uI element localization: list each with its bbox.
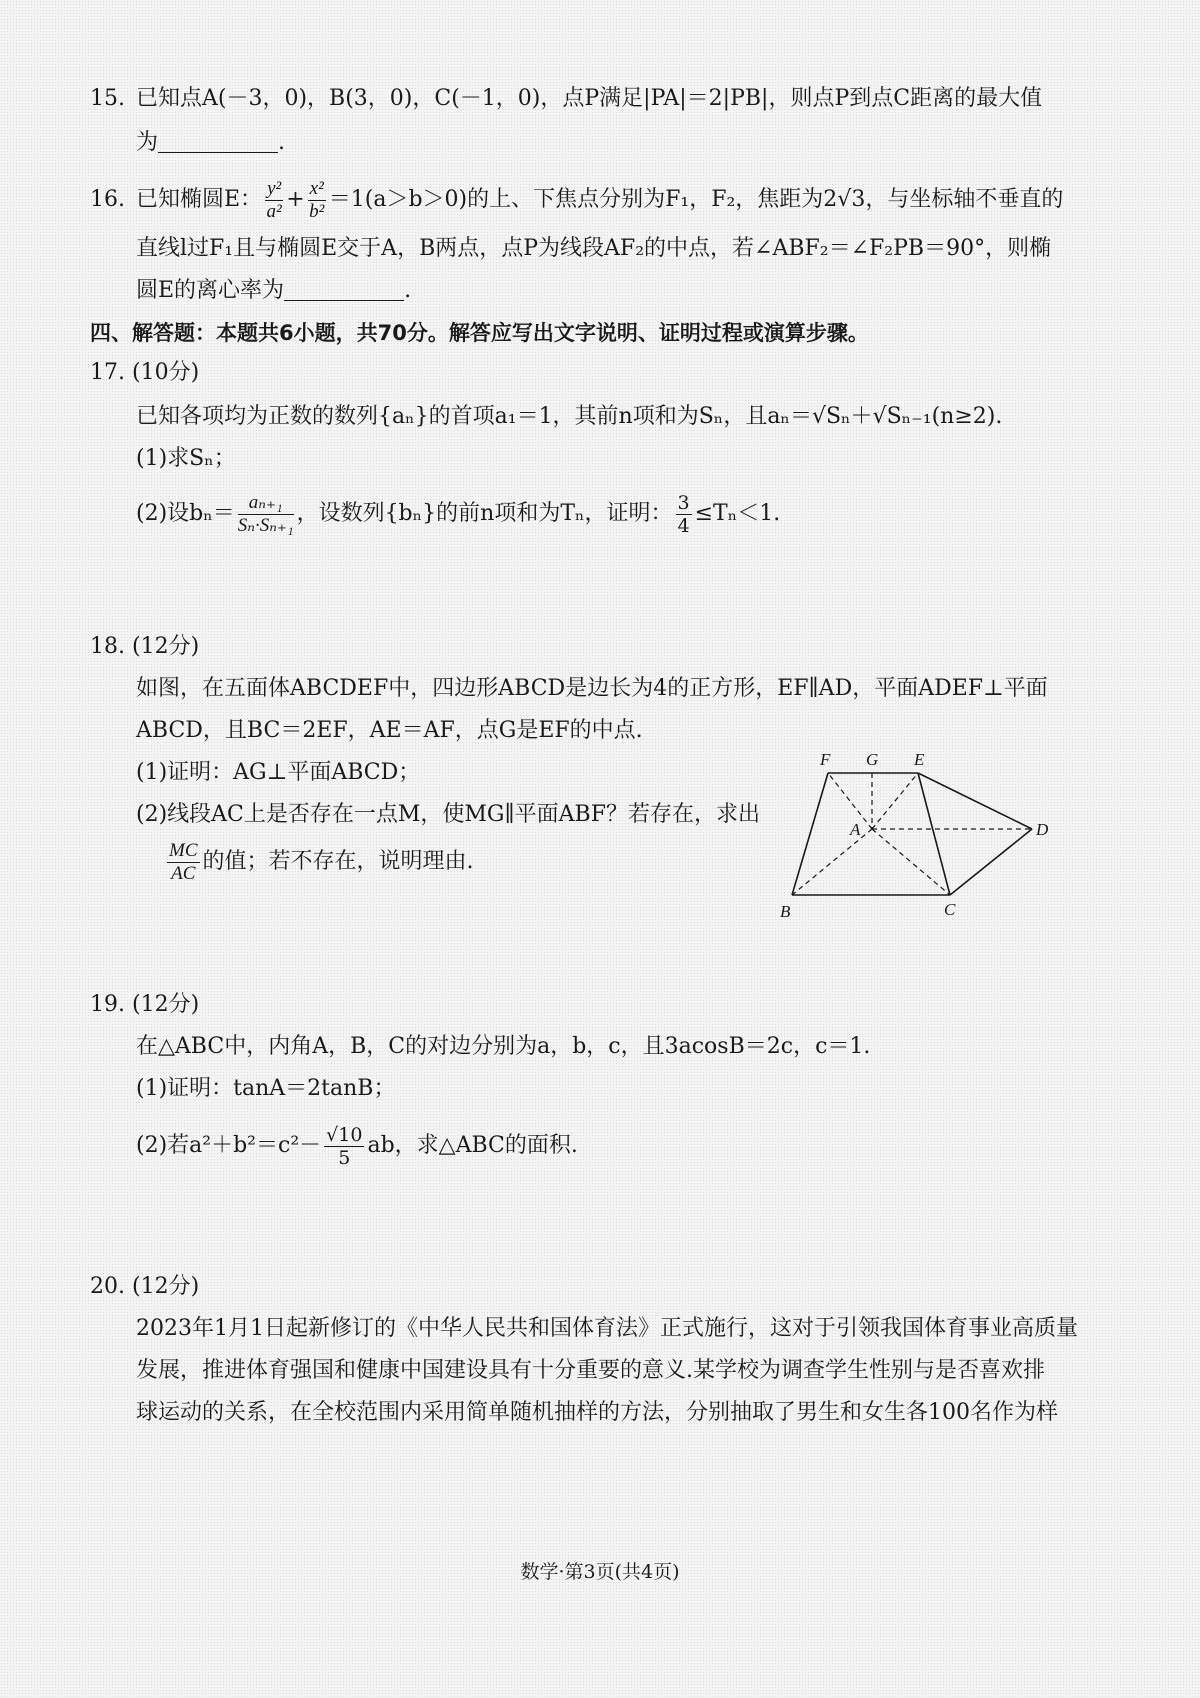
q20-number: 20. xyxy=(90,1274,125,1299)
q17-frac-den: Sₙ·Sₙ₊₁ xyxy=(237,514,294,536)
q19-score: (12分) xyxy=(132,992,200,1017)
label-a: A xyxy=(850,820,861,839)
q17-number: 17. xyxy=(90,360,125,385)
q17-frac-num: aₙ₊₁ xyxy=(238,492,294,515)
q18-stem-line2: ABCD，且BC＝2EF，AE＝AF，点G是EF的中点. xyxy=(136,718,643,743)
q18-part2-line2 xyxy=(164,836,474,888)
edge-cd xyxy=(950,829,1032,895)
q18-stem-line1: 如图，在五面体ABCDEF中，四边形ABCD是边长为4的正方形，EF∥AD，平面ADEF⊥平面 xyxy=(136,676,1048,701)
q20-line3: 球运动的关系，在全校范围内采用简单随机抽样的方法，分别抽取了男生和女生各100名作为样 xyxy=(136,1400,1058,1425)
q19-frac-num: √10 xyxy=(326,1123,363,1146)
q16-line2: 直线l过F₁且与椭圆E交于A，B两点，点P为线段AF₂的中点，若∠ABF₂＝∠F₂PB＝90°，则椭 xyxy=(136,236,1052,261)
q19-fraction-sqrt10 xyxy=(324,1124,364,1169)
page-footer: 数学·第3页(共4页) xyxy=(520,1561,680,1583)
q15-line2-prefix: 为 xyxy=(136,130,159,155)
segment-ae xyxy=(872,773,918,829)
q15-line1 xyxy=(90,84,1042,114)
q16-answer-blank xyxy=(284,278,404,301)
q18-header xyxy=(90,632,199,662)
edge-ec xyxy=(918,773,950,895)
q17-fraction-bn xyxy=(238,492,294,537)
q18-part1: (1)证明：AG⊥平面ABCD； xyxy=(136,760,421,785)
q16-frac2-num: x² xyxy=(309,177,324,199)
q18-part2-line1: (2)线段AC上是否存在一点M，使MG∥平面ABF？若存在，求出 xyxy=(136,802,760,827)
q20-line1: 2023年1月1日起新修订的《中华人民共和国体育法》正式施行，这对于引领我国体育事业高质量 xyxy=(136,1316,1078,1341)
q19-number: 19. xyxy=(90,992,125,1017)
q18-frac-den: AC xyxy=(171,862,196,884)
q16-frac1-den: a² xyxy=(266,200,282,222)
q20-score: (12分) xyxy=(132,1274,200,1299)
q16-frac1-num: y² xyxy=(267,177,282,199)
label-d: D xyxy=(1036,820,1049,839)
q16-fraction-y xyxy=(265,178,283,223)
q19-part2-suffix: ab，求△ABC的面积. xyxy=(367,1133,578,1158)
q16-line1 xyxy=(90,174,1063,226)
q17-frac2-num: 3 xyxy=(677,491,690,514)
q17-stem: 已知各项均为正数的数列{aₙ}的首项a₁＝1，其前n项和为Sₙ，且aₙ＝√Sₙ＋√Sₙ₋₁(n≥2). xyxy=(136,404,1003,429)
q15-number: 15. xyxy=(90,86,125,111)
q17-part2-suffix: ≤Tₙ＜1. xyxy=(694,501,781,526)
q16-frac2-den: b² xyxy=(309,200,325,222)
q17-part2-prefix: (2)设bₙ＝ xyxy=(136,501,235,526)
label-f: F xyxy=(820,750,831,769)
label-e: E xyxy=(914,750,925,769)
q19-frac-den: 5 xyxy=(338,1146,351,1169)
q17-frac2-den: 4 xyxy=(677,514,690,537)
q16-fraction-x xyxy=(308,178,326,223)
segment-ac xyxy=(872,829,950,895)
q17-part2-middle: ，设数列{bₙ}的前n项和为Tₙ，证明： xyxy=(296,501,673,526)
q16-number: 16. xyxy=(90,187,125,212)
q18-part2-suffix: 的值；若不存在，说明理由. xyxy=(202,849,474,874)
q15-answer-blank xyxy=(158,130,278,153)
q18-frac-num: MC xyxy=(169,839,198,861)
section4-title: 四、解答题：本题共6小题，共70分。解答应写出文字说明、证明过程或演算步骤。 xyxy=(90,321,869,345)
q19-header xyxy=(90,990,199,1020)
q20-line2: 发展，推进体育强国和健康中国建设具有十分重要的意义.某学校为调查学生性别与是否喜欢排 xyxy=(136,1358,1045,1383)
q17-part2 xyxy=(136,488,780,540)
q17-header xyxy=(90,358,199,388)
q18-pentahedron-figure xyxy=(780,745,1060,925)
q18-number: 18. xyxy=(90,634,125,659)
q16-plus: + xyxy=(286,187,305,212)
q16-line3-suffix: . xyxy=(404,278,412,303)
q20-header xyxy=(90,1272,199,1302)
q19-part1: (1)证明：tanA＝2tanB； xyxy=(136,1076,396,1101)
q18-fraction-mc-ac xyxy=(167,840,200,885)
q15-line2-suffix: . xyxy=(278,130,286,155)
q15-line2 xyxy=(136,128,285,158)
q17-score: (10分) xyxy=(132,360,200,385)
q16-line1-suffix: ＝1(a＞b＞0)的上、下焦点分别为F₁，F₂，焦距为2√3，与坐标轴不垂直的 xyxy=(328,187,1064,212)
q19-part2 xyxy=(136,1120,578,1172)
q16-line1-prefix: 已知椭圆E： xyxy=(136,187,263,212)
label-g: G xyxy=(866,750,879,769)
q18-score: (12分) xyxy=(132,634,200,659)
q19-part2-prefix: (2)若a²＋b²＝c²－ xyxy=(136,1133,322,1158)
label-c: C xyxy=(944,900,956,919)
edge-ed xyxy=(918,773,1032,829)
q17-fraction-3-4 xyxy=(676,492,692,537)
q16-line3 xyxy=(136,276,411,306)
edge-fb xyxy=(792,773,828,895)
q16-line3-prefix: 圆E的离心率为 xyxy=(136,278,285,303)
q15-text: 已知点A(－3，0)，B(3，0)，C(－1，0)，点P满足|PA|＝2|PB|，则点P到点C距离的最大值 xyxy=(136,86,1043,111)
q17-part1: (1)求Sₙ； xyxy=(136,446,236,471)
label-b: B xyxy=(780,902,791,921)
q19-stem: 在△ABC中，内角A，B，C的对边分别为a，b，c，且3acosB＝2c，c＝1. xyxy=(136,1034,871,1059)
